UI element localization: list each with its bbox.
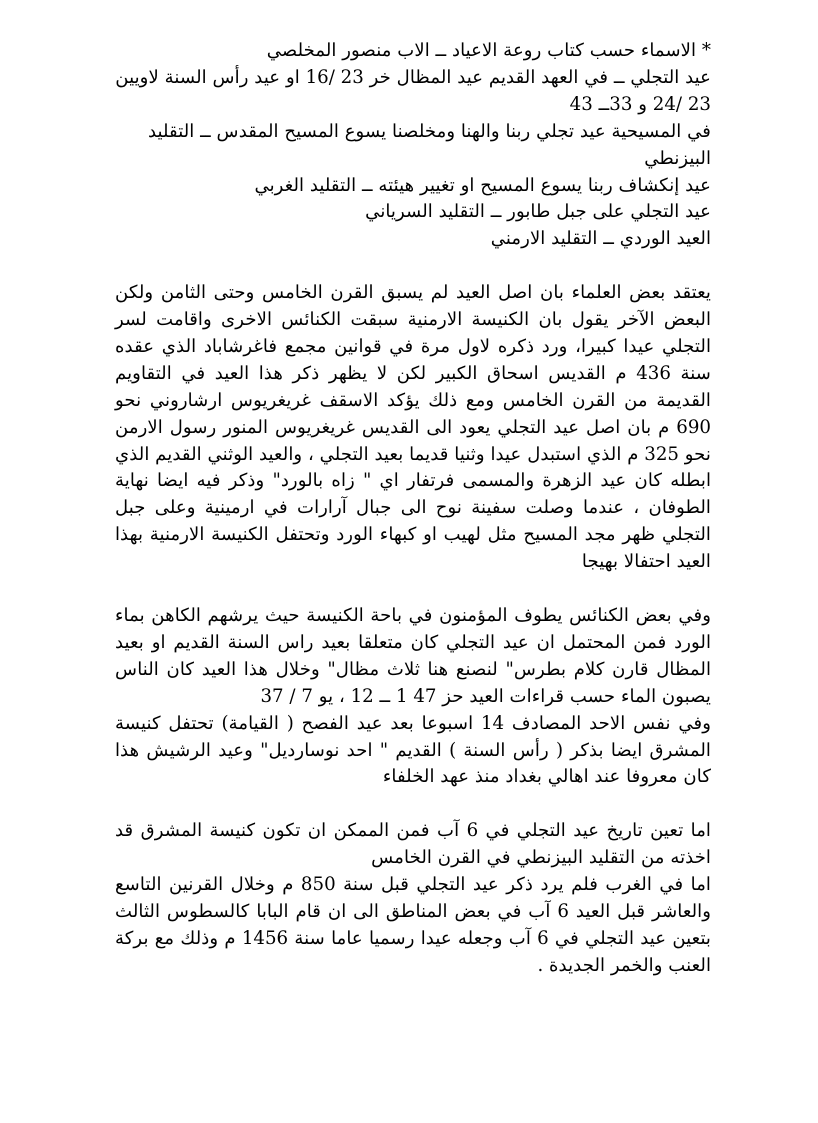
paragraph-spacer bbox=[115, 791, 711, 818]
paragraph-rose-water: وفي بعض الكنائس يطوف المؤمنون في باحة الكنيسة حيث يرشهم الكاهن بماء الورد فمن المحتمل ان عيد التجلي كان متعلقا بعيد راس السنة القديم او بعيد المظال قارن كلام بطرس" لنصنع هنا ثلاث مظال" وخلال هذا العيد كان الناس يصبون الماء حسب قراءات العيد حز 47 1 ــ 12 ، يو 7 / 37 bbox=[115, 605, 711, 707]
paragraph-western-church: اما في الغرب فلم يرد ذكر عيد التجلي قبل سنة 850 م وخلال القرنين التاسع والعاشر قبل العيد 6 آب في بعض المناطق الى ان قام البابا كالسطوس الثالث بتعين عيد التجلي في 6 آب وجعله عيدا رسميا عاما سنة 1456 م وذلك مع بركة العنب والخمر الجديدة . bbox=[115, 874, 711, 976]
paragraph-spacer bbox=[115, 253, 711, 280]
paragraph-church-of-east: وفي نفس الاحد المصادف 14 اسبوعا بعد عيد الفصح ( القيامة) تحتفل كنيسة المشرق ايضا بذكر ( رأس السنة ) القديم " احد نوسارديل" وعيد الرشيش هذا كان معروفا عند اهالي بغداد منذ عهد الخلفاء bbox=[115, 712, 711, 788]
name-syriac-tradition: عيد التجلي على جبل طابور ــ التقليد السرياني bbox=[365, 201, 711, 223]
name-byzantine-tradition: في المسيحية عيد تجلي ربنا والهنا ومخلصنا يسوع المسيح المقدس ــ التقليد البيزنطي bbox=[147, 120, 711, 169]
paragraph-date-august: اما تعين تاريخ عيد التجلي في 6 آب فمن الممكن ان تكون كنيسة المشرق قد اخذته من التقليد البيزنطي في القرن الخامس bbox=[115, 820, 711, 869]
name-armenian-tradition: العيد الوردي ــ التقليد الارمني bbox=[490, 228, 711, 250]
names-section bbox=[115, 38, 711, 253]
names-source-line: * الاسماء حسب كتاب روعة الاعياد ــ الاب منصور المخلصي bbox=[266, 40, 711, 61]
name-old-testament: عيد التجلي ــ في العهد القديم عيد المظال خر 23 /16 او عيد رأس السنة لاويين 23 /24 و 33ــ 43 bbox=[115, 66, 711, 115]
name-western-tradition: عيد إنكشاف ربنا يسوع المسيح او تغيير هيئته ــ التقليد الغربي bbox=[254, 174, 711, 196]
paragraph-origin-armenian: يعتقد بعض العلماء بان اصل العيد لم يسبق القرن الخامس وحتى الثامن ولكن البعض الآخر يقول بان الكنيسة الارمنية سبقت الكنائس الاخرى واقامت لسر التجلي عيدا كبيرا، ورد ذكره لاول مرة في قوانين مجمع فاغرشاباد الذي عقده سنة 436 م القديس اسحاق الكبير لكن لا يظهر ذكر هذا العيد في التقاويم القديمة من القرن الخامس ومع ذلك يؤكد الاسقف غريغريوس ارشاروني نحو 690 م بان اصل عيد التجلي يعود الى القديس غريغريوس المنور رسول الارمن نحو 325 م الذي استبدل عيدا وثنيا قديما بعيد التجلي ، والعيد الوثني القديم الذي ابطله كان عيد الزهرة والمسمى فرتفار اي " زاه بالورد" وذكر فيه ايضا نهاية الطوفان ، عندما وصلت سفينة نوح الى جبال آرارات في ارمينية وعلى جبل التجلي ظهر مجد المسيح مثل لهيب او كبهاء الورد وتحتفل الكنيسة الارمنية بهذا العيد احتفالا بهيجا bbox=[115, 282, 711, 573]
paragraph-spacer bbox=[115, 576, 711, 603]
